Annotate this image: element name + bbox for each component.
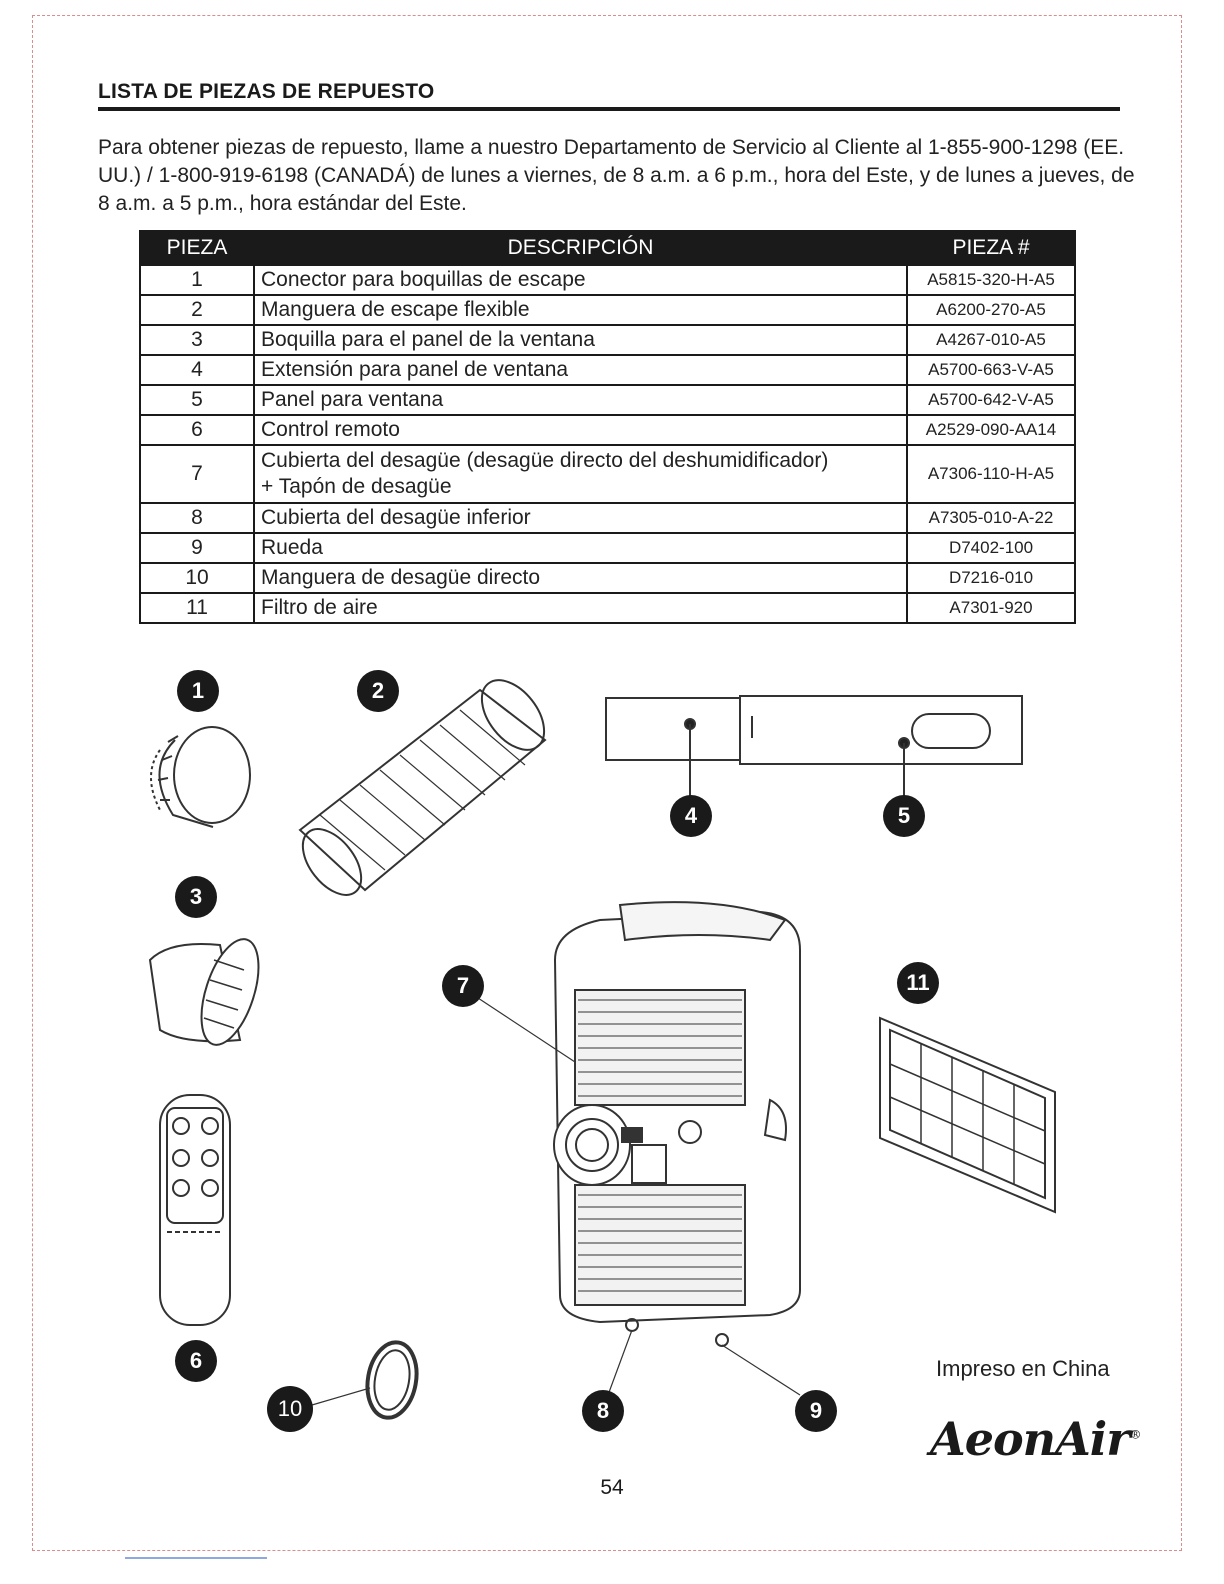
air-conditioner-drawing bbox=[478, 902, 800, 1395]
section-title: LISTA DE PIEZAS DE REPUESTO bbox=[98, 80, 1120, 111]
row-num: 3 bbox=[140, 325, 254, 355]
row-code: A7305-010-A-22 bbox=[907, 503, 1075, 533]
callout-3: 3 bbox=[175, 876, 217, 918]
callout-9: 9 bbox=[795, 1390, 837, 1432]
printed-in: Impreso en China bbox=[936, 1356, 1110, 1381]
row-desc: Manguera de desagüe directo bbox=[254, 563, 907, 593]
row-desc: Manguera de escape flexible bbox=[254, 295, 907, 325]
row-num: 1 bbox=[140, 265, 254, 295]
intro-paragraph: Para obtener piezas de repuesto, llame a nuestro Departamento de Servicio al Cliente al 1-855-900-1298 (EE. UU.) / 1-800-919-6198 (CANADÁ) de lunes a viernes, de 8 a.m. a 6 p.m., hora del Este, y de lunes a jueves, de 8 a.m. a 5 p.m., hora estándar del Este. bbox=[98, 136, 1135, 215]
remote-control-drawing bbox=[160, 1095, 230, 1325]
row-desc: Rueda bbox=[254, 533, 907, 563]
row-code: A5815-320-H-A5 bbox=[907, 265, 1075, 295]
row-code: D7216-010 bbox=[907, 563, 1075, 593]
callout-4: 4 bbox=[670, 795, 712, 837]
logo-text: AeonAir bbox=[930, 1412, 1130, 1466]
air-filter-drawing bbox=[880, 1018, 1055, 1212]
row-code: A2529-090-AA14 bbox=[907, 415, 1075, 445]
callout-1: 1 bbox=[177, 670, 219, 712]
row-num: 9 bbox=[140, 533, 254, 563]
aeonair-logo bbox=[930, 1412, 1140, 1466]
row-desc: Cubierta del desagüe inferior bbox=[254, 503, 907, 533]
row-code: A7301-920 bbox=[907, 593, 1075, 623]
row-num: 6 bbox=[140, 415, 254, 445]
exhaust-connector-drawing bbox=[151, 727, 250, 827]
row-desc-line1: Cubierta del desagüe (desagüe directo del deshumidificador) bbox=[261, 449, 829, 472]
row-code: A5700-642-V-A5 bbox=[907, 385, 1075, 415]
row-code: A6200-270-A5 bbox=[907, 295, 1075, 325]
row-num: 8 bbox=[140, 503, 254, 533]
row-desc: Boquilla para el panel de la ventana bbox=[254, 325, 907, 355]
row-num: 10 bbox=[140, 563, 254, 593]
header-code: PIEZA # bbox=[907, 231, 1075, 265]
row-code: A7306-110-H-A5 bbox=[907, 445, 1075, 503]
page-number: 54 bbox=[600, 1476, 624, 1499]
row-desc: Control remoto bbox=[254, 415, 907, 445]
window-nozzle-drawing bbox=[150, 932, 270, 1051]
row-num: 4 bbox=[140, 355, 254, 385]
row-code: A5700-663-V-A5 bbox=[907, 355, 1075, 385]
drain-hose-drawing bbox=[312, 1338, 422, 1421]
row-code: A4267-010-A5 bbox=[907, 325, 1075, 355]
row-desc: Conector para boquillas de escape bbox=[254, 265, 907, 295]
header-description: DESCRIPCIÓN bbox=[254, 231, 907, 265]
row-num: 11 bbox=[140, 593, 254, 623]
callout-11: 11 bbox=[897, 962, 939, 1004]
row-desc: Filtro de aire bbox=[254, 593, 907, 623]
callout-8: 8 bbox=[582, 1390, 624, 1432]
row-code: D7402-100 bbox=[907, 533, 1075, 563]
callout-2: 2 bbox=[357, 670, 399, 712]
row-num: 5 bbox=[140, 385, 254, 415]
window-panel-drawing bbox=[606, 696, 1022, 796]
callout-7: 7 bbox=[442, 965, 484, 1007]
header-piece: PIEZA bbox=[140, 231, 254, 265]
row-desc: Panel para ventana bbox=[254, 385, 907, 415]
flexible-hose-drawing bbox=[291, 669, 556, 906]
row-desc: Extensión para panel de ventana bbox=[254, 355, 907, 385]
row-num: 2 bbox=[140, 295, 254, 325]
row-desc-line2: + Tapón de desagüe bbox=[261, 475, 452, 498]
row-num: 7 bbox=[140, 445, 254, 503]
callout-10: 10 bbox=[269, 1388, 311, 1430]
logo-registered-mark: ® bbox=[1129, 1427, 1141, 1442]
callout-5: 5 bbox=[883, 795, 925, 837]
callout-6: 6 bbox=[175, 1340, 217, 1382]
